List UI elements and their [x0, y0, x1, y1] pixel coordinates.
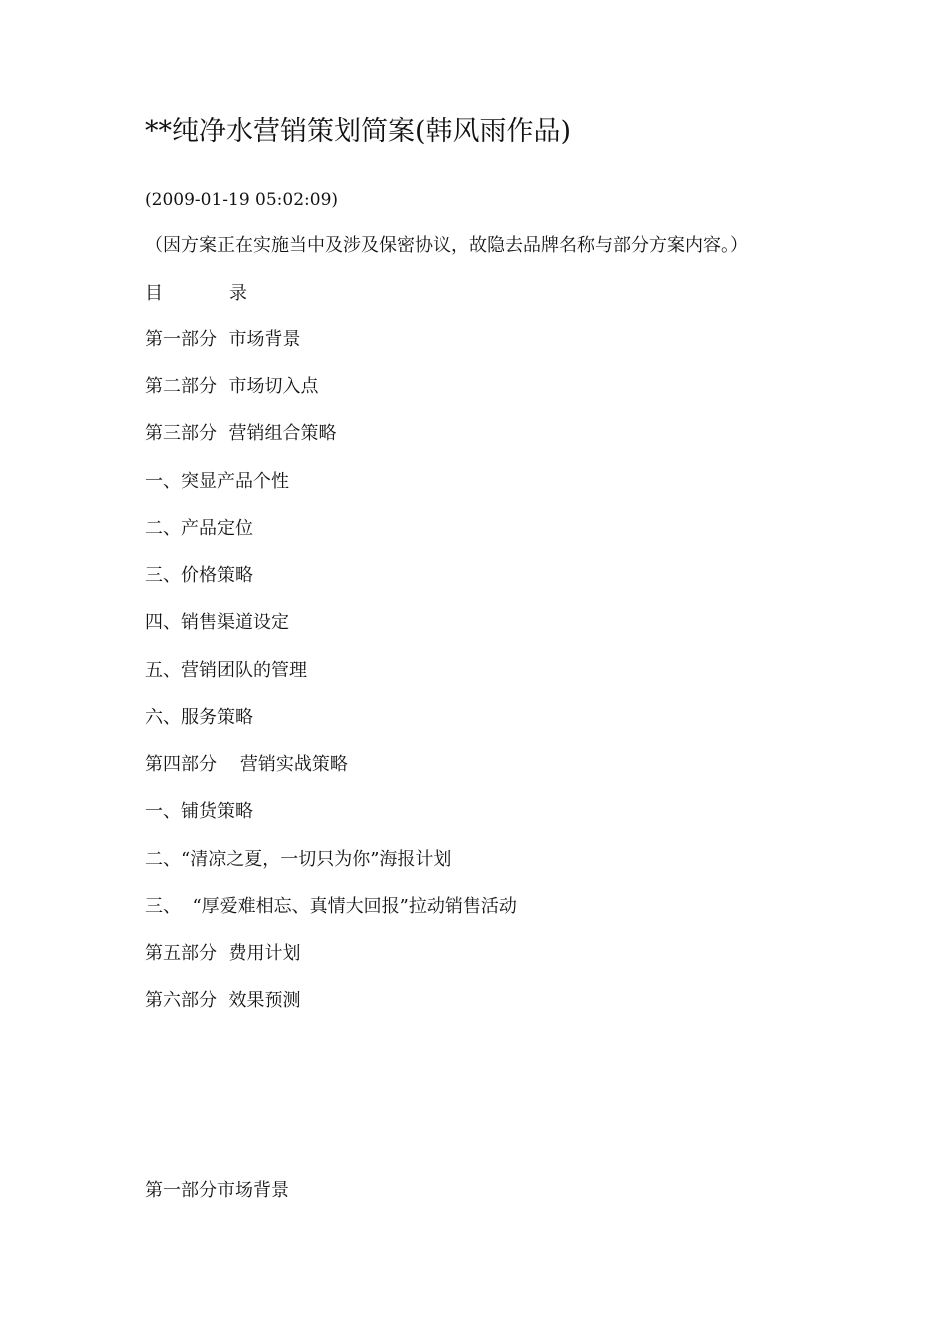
toc-item: 第三部分 营销组合策略 — [145, 423, 337, 444]
toc-item: 二、产品定位 — [145, 518, 253, 539]
toc-item: 二、“清凉之夏，一切只为你”海报计划 — [145, 849, 452, 870]
toc-item: 三、 “厚爱难相忘、真情大回报”拉动销售活动 — [145, 896, 517, 917]
toc-heading-left: 目 — [145, 283, 163, 304]
toc-item: 三、价格策略 — [145, 565, 253, 586]
toc-item: 第五部分 费用计划 — [145, 943, 301, 964]
toc-item: 四、销售渠道设定 — [145, 612, 289, 633]
toc-item: 第六部分 效果预测 — [145, 990, 301, 1011]
toc-heading — [145, 282, 247, 306]
toc-item: 六、服务策略 — [145, 707, 253, 728]
section-heading: 第一部分市场背景 — [145, 1180, 289, 1201]
toc-heading-right: 录 — [229, 283, 247, 304]
toc-item: 第二部分 市场切入点 — [145, 376, 319, 397]
document-title: **纯净水营销策划简案(韩风雨作品) — [145, 116, 572, 147]
toc-item: 一、突显产品个性 — [145, 471, 289, 492]
toc-item: 五、营销团队的管理 — [145, 660, 307, 681]
toc-item: 第一部分 市场背景 — [145, 329, 301, 350]
toc-item: 第四部分 营销实战策略 — [145, 754, 348, 775]
confidentiality-note: （因方案正在实施当中及涉及保密协议，故隐去品牌名称与部分方案内容。） — [145, 235, 748, 256]
toc-item: 一、铺货策略 — [145, 801, 253, 822]
publish-date: (2009-01-19 05:02:09) — [145, 190, 339, 210]
